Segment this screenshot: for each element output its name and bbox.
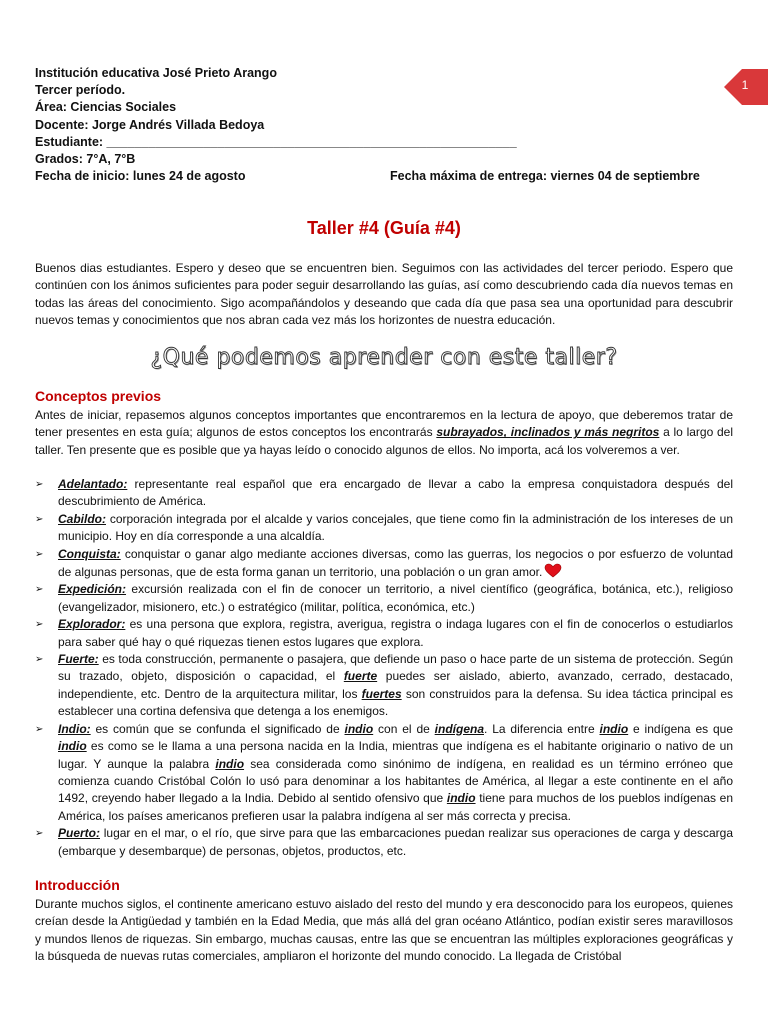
def-puerto: lugar en el mar, o el río, que sirve para que las embarcaciones puedan realizar sus operaciones de carga y descarga (embarque y desembarque) de personas, objetos, productos, etc.: [58, 826, 733, 858]
list-item: [35, 721, 733, 825]
workshop-title: Taller #4 (Guía #4): [307, 218, 461, 238]
hl-indio-5: indio: [446, 791, 476, 806]
arrow-bullet-icon: ➢: [35, 828, 44, 840]
arrow-bullet-icon: ➢: [35, 654, 44, 666]
dates-row: [35, 168, 735, 185]
term-cabildo: Cabildo:: [58, 511, 106, 526]
document-header: [35, 65, 735, 185]
hl-indio-1: indio: [344, 721, 374, 736]
def-expedicion: excursión realizada con el fin de conocer un territorio, a nivel científico (geográfica, botánica, etc.), religioso (evangelizador, misionero, etc.) o estratégico (militar, política, económica, etc.): [58, 582, 733, 614]
arrow-bullet-icon: ➢: [35, 723, 44, 735]
institution: Institución educativa José Prieto Arango: [35, 66, 277, 80]
grades: Grados: 7°A, 7°B: [35, 151, 136, 166]
def-fuerte-2: puedes ser aislado, abierto, avanzado, cerrado, destacado, independiente, etc. Dentro de la arquitectura militar, los: [58, 669, 734, 701]
student-line: Estudiante: ___________________________________________________________: [35, 134, 517, 149]
conceptos-heading: Conceptos previos: [35, 388, 162, 404]
list-item: [35, 546, 733, 582]
arrow-bullet-icon: ➢: [35, 584, 44, 596]
intro-text-a: Antes de iniciar, repasemos algunos conceptos importantes que encontraremos en la lectura de apoyo, que deberemos tratar de tener presentes en esta guía; algunos de estos conceptos los encontrarás: [35, 408, 733, 440]
heart-icon: [544, 563, 562, 578]
arrow-bullet-icon: ➢: [35, 513, 44, 525]
def-indio-2: con el de: [373, 721, 435, 736]
def-indio-5: es como se le llama a una persona nacida en la India, mientras que indígena es el habitante originario o nativo de un lugar. Y aunque la palabra: [58, 739, 733, 771]
def-indio-3: . La diferencia entre: [484, 721, 600, 736]
term-indio: Indio:: [58, 721, 91, 736]
def-conquista: conquistar o ganar algo mediante acciones diversas, como las guerras, los negocios o por esfuerzo de voluntad de algunas personas, que de esta forma ganan un territorio, una población o un gran amor.: [58, 546, 733, 580]
list-item: [35, 581, 733, 616]
term-puerto: Puerto:: [58, 826, 100, 841]
def-cabildo: corporación integrada por el alcalde y varios concejales, que tiene como fin la administración de los intereses de un municipio. Hoy en día corresponde a una alcaldía.: [58, 511, 733, 544]
arrow-bullet-icon: ➢: [35, 619, 44, 631]
hl-indigena: indígena: [434, 721, 484, 736]
list-item: [35, 511, 733, 546]
deadline-date: Fecha máxima de entrega: viernes 04 de septiembre: [390, 169, 700, 184]
term-adelantado: Adelantado:: [58, 477, 128, 491]
list-item: [35, 651, 733, 721]
list-item: [35, 825, 733, 860]
term-fuerte: Fuerte:: [58, 652, 99, 667]
hl-indio-4: indio: [215, 756, 245, 771]
conceptos-intro: [35, 407, 733, 459]
def-adelantado: representante real español que era encargado de llevar a cabo la empresa conquistadora después del descubrimiento de América.: [58, 477, 733, 509]
page-number: 1: [741, 78, 749, 92]
def-indio-1: es común que se confunda el significado de: [90, 721, 345, 736]
def-indio-6: sea considerada como sinónimo de indígena, en realidad es un término erróneo que comienza cuando Cristóbal Colón lo usó para denominar a los habitantes de América, al llegar a este continente en el año 1492, creyendo haber llegado a la India. Debido al sentido ofensivo que: [58, 756, 733, 806]
hl-fuerte-2: fuertes: [361, 686, 402, 701]
intro-text-b: a lo largo del taller. Ten presente que es posible que ya hayas leído o conocido algunos de ellos. No importa, acá los volveremos a ver.: [35, 425, 734, 457]
def-indio-4: e indígena es que: [628, 721, 734, 736]
def-fuerte-1: es toda construcción, permanente o pasajera, que defiende un paso o hace parte de un sistema de protección. Según su trazado, objeto, disposición o capacidad, el: [58, 652, 733, 684]
question-heading: ¿Qué podemos aprender con este taller?: [150, 345, 618, 370]
area: Área: Ciencias Sociales: [35, 100, 177, 115]
teacher: Docente: Jorge Andrés Villada Bedoya: [35, 117, 265, 132]
introduccion-paragraph: Durante muchos siglos, el continente americano estuvo aislado del resto del mundo y era desconocido para los europeos, quienes creían desde la Antigüedad y también en la Edad Media, que más allá del gran océano Atlántico, podían existir seres maravillosos y mundos llenos de riquezas. Sin embargo, muchas causas, entre las que se encuentran las múltiples exploraciones geográficas y la búsqueda de nuevas rutas comerciales, ampliaron el horizonte del mundo conocido. La llegada de Cristóbal: [35, 897, 733, 964]
hl-indio-2: indio: [599, 721, 629, 736]
list-item: [35, 616, 733, 651]
period: Tercer período.: [35, 83, 126, 98]
introduccion-heading: Introducción: [35, 877, 120, 893]
term-expedicion: Expedición:: [58, 582, 127, 597]
hl-fuerte-1: fuerte: [343, 669, 378, 684]
hl-indio-3: indio: [58, 739, 87, 754]
start-date: Fecha de inicio: lunes 24 de agosto: [35, 169, 246, 184]
def-fuerte-3: son construidos para la defensa. Su idea táctica principal es establecer una cortina defensiva que detenga a los enemigos.: [58, 686, 734, 719]
greeting-paragraph: Buenos dias estudiantes. Espero y deseo que se encuentren bien. Seguimos con las actividades del tercer periodo. Espero que continúen con los ánimos suficientes para poder seguir desarrollando las guías, así como descubriendo cada día nuevos temas en todas las áreas del conocimiento. Sigo acompañándolos y deseando que cada día que pasa sea una oportunidad para descubrir nuevos temas y conocimientos que nos abran cada vez más los horizontes de nuestra educación.: [35, 261, 733, 328]
def-explorador: es una persona que explora, registra, averigua, registra o indaga lugares con el fin de conocerlos o estudiarlos para saber qué hay o qué riquezas tienen estos lugares que explora.: [58, 617, 733, 649]
list-item: [35, 476, 733, 511]
term-conquista: Conquista:: [58, 546, 121, 561]
intro-highlight: subrayados, inclinados y más negritos: [436, 425, 660, 440]
term-explorador: Explorador:: [58, 617, 126, 632]
arrow-bullet-icon: ➢: [35, 479, 44, 490]
def-indio-7: tiene para muchos de los pueblos indígenas en América, los países americanos prefieren usar la palabra indígena al ser más correcta y precisa.: [58, 791, 734, 823]
definitions-list: [35, 476, 733, 860]
arrow-bullet-icon: ➢: [35, 548, 44, 560]
